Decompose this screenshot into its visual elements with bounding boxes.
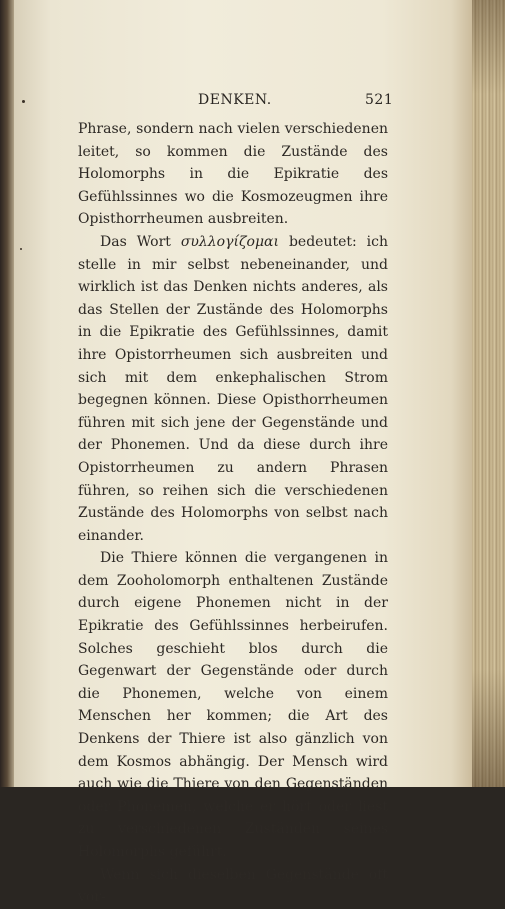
paragraph: Wenn sich dieselben Gegenstände oft vor- — [78, 866, 388, 906]
speck-mark — [20, 248, 22, 250]
paragraph: Die Thiere können die vergangenen in dem Zooholomorph enthaltenen Zustände durch eigene Phonemen nicht in der Epikratie des Gefühlssinnes herbeirufen. Solches geschieht blos durch die Gegenwart der Gegenstände oder durch die Phonemen, welche von einem Menschen her kommen; die Art des Denkens der Thiere ist also gänzlich von dem Kosmos abhängig. Der Mensch wird auch wie die Thiere von den Gegenständen oder Phonemen, welche er hört oder liest zu verschiedenen Zuständen seines Holomorphs geführt. — [78, 550, 388, 860]
page-header — [0, 92, 505, 112]
body-text — [78, 118, 388, 909]
paragraph-rest: bedeutet: ich stelle in mir selbst nebeneinander, und wirklich ist das Denken nichts anderes, als das Stellen der Zustände des Holomorphs in die Epikratie des Gefühlssinnes, damit ihre Opistorrheumen sich ausbreiten und sich mit dem enkephalischen Strom begegnen können. Diese Opisthorrheumen führen mit sich jene der Gegenstände und der Phonemen. Und da diese durch ihre Opistorrheumen zu andern Phrasen führen, so reihen sich die verschiedenen Zustände des Holomorphs von selbst nach einander. — [78, 233, 389, 544]
paragraph-lead: Das Wort — [100, 233, 181, 250]
page-number: 521 — [365, 92, 394, 108]
running-head: DENKEN. — [198, 92, 272, 108]
greek-word: συλλογίζομαι — [180, 233, 280, 250]
paragraph — [78, 231, 388, 547]
page-stack-shade — [472, 0, 505, 787]
paragraph: Phrase, sondern nach vielen verschiedenen leitet, so kommen die Zustände des Holomorphs in die Epikratie des Gefühlssinnes wo die Kosmozeugmen ihre Opisthorrheumen ausbreiten. — [78, 121, 388, 228]
